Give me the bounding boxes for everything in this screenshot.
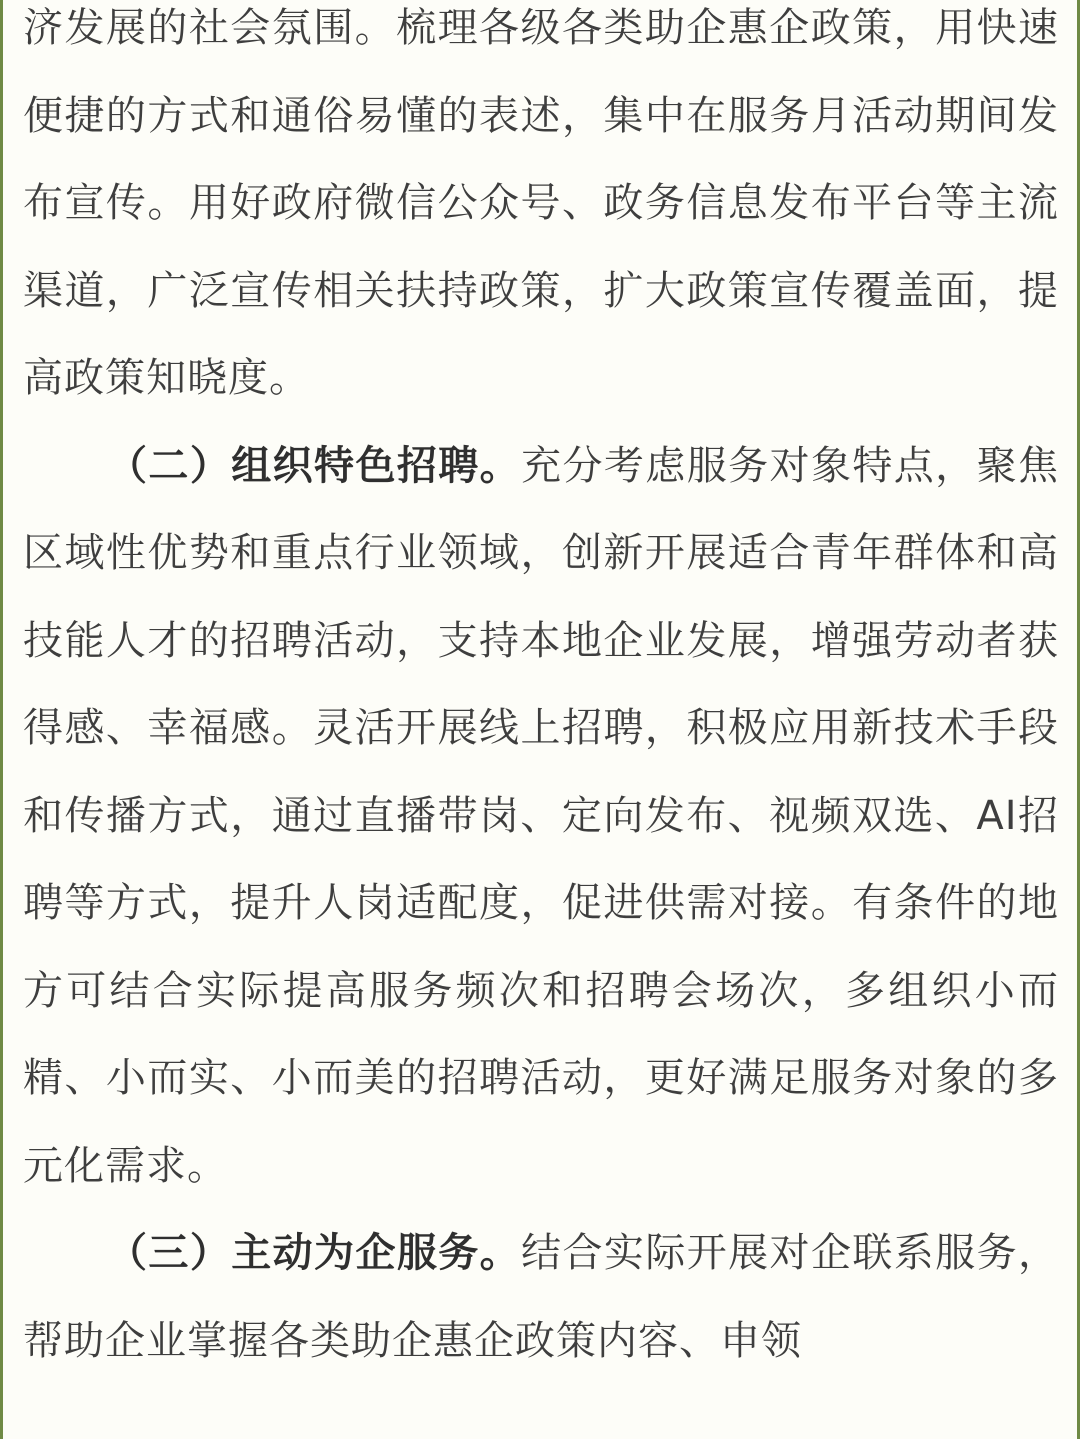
paragraph-special-recruitment bbox=[23, 423, 1059, 1211]
section-heading: （二）组织特色招聘。 bbox=[107, 442, 522, 489]
section-heading: （三）主动为企服务。 bbox=[107, 1230, 522, 1276]
paragraph-text: 结合实际开展对企联系服务，帮助企业掌握各类助企惠企政策内容、申领 bbox=[23, 1230, 1060, 1364]
paragraph-enterprise-service bbox=[23, 1210, 1059, 1385]
paragraph-text: 济发展的社会氛围。梳理各级各类助企惠企政策，用快速便捷的方式和通俗易懂的表述，集中在服务月活动期间发布宣传。用好政府微信公众号、政务信息发布平台等主流渠道，广泛宣传相关扶持政策，扩大政策宣传覆盖面，提高政策知晓度。 bbox=[23, 5, 1059, 401]
paragraph-text: 充分考虑服务对象特点，聚焦区域性优势和重点行业领域，创新开展适合青年群体和高技能人才的招聘活动，支持本地企业发展，增强劳动者获得感、幸福感。灵活开展线上招聘，积极应用新技术手段和传播方式，通过直播带岗、定向发布、视频双选、AI招聘等方式，提升人岗适配度，促进供需对接。有条件的地方可结合实际提高服务频次和招聘会场次，多组织小而精、小而实、小而美的招聘活动，更好满足服务对象的多元化需求。 bbox=[23, 442, 1060, 1189]
paragraph-policy-publicity bbox=[23, 0, 1059, 423]
document-body bbox=[23, 0, 1059, 1385]
